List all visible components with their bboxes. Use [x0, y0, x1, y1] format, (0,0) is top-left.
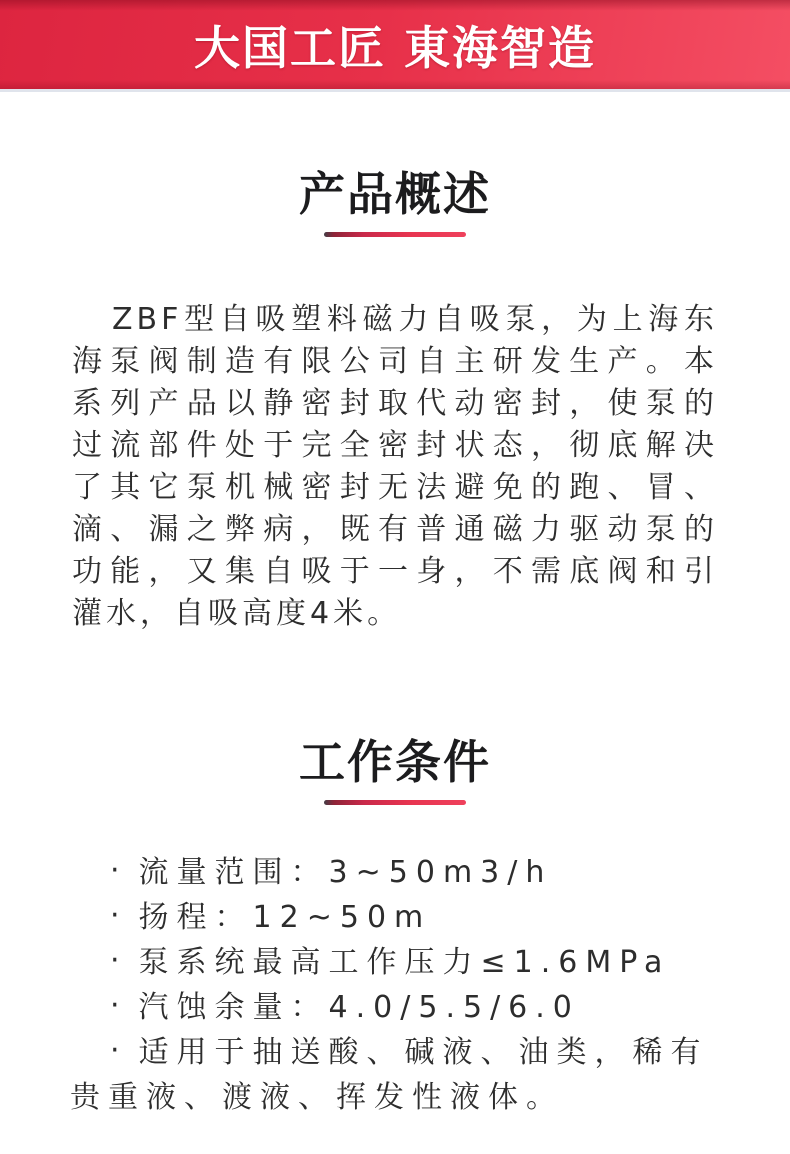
list-item: [70, 850, 715, 895]
paragraph-line: 功能，又集自吸于一身，不需底阀和引: [72, 554, 718, 590]
paragraph-line: 滴、漏之弊病，既有普通磁力驱动泵的: [72, 512, 718, 548]
list-item-text: 流量范围：3~50m3/h: [138, 855, 553, 891]
list-item: [70, 1030, 715, 1120]
list-item-text: 适用于抽送酸、碱液、油类，稀有贵重液、渡液、挥发性液体。: [70, 1035, 709, 1116]
list-item: [70, 895, 715, 940]
overview-heading-underline: [324, 232, 466, 237]
paragraph-line: 海泵阀制造有限公司自主研发生产。本: [72, 344, 718, 380]
overview-paragraph: [72, 299, 718, 635]
bullet-marker: ·: [110, 898, 128, 934]
bullet-marker: ·: [110, 988, 128, 1024]
overview-heading: 产品概述: [299, 167, 491, 221]
overview-section: [0, 167, 790, 635]
list-item-text: 泵系统最高工作压力≤1.6MPa: [138, 945, 671, 981]
list-item-text: 扬程：12~50m: [138, 900, 432, 936]
paragraph-line: 过流部件处于完全密封状态，彻底解决: [72, 428, 718, 464]
bullet-marker: ·: [110, 943, 128, 979]
conditions-section: [0, 735, 790, 1120]
banner-title: 大国工匠 東海智造: [193, 20, 596, 75]
bullet-marker: ·: [110, 1033, 128, 1069]
header-banner: [0, 0, 790, 89]
paragraph-line: 了其它泵机械密封无法避免的跑、冒、: [72, 470, 718, 506]
paragraph-line: 系列产品以静密封取代动密封，使泵的: [72, 386, 718, 422]
list-item-text: 汽蚀余量：4.0/5.5/6.0: [138, 990, 580, 1026]
bullet-marker: ·: [110, 853, 128, 889]
list-item: [70, 940, 715, 985]
paragraph-line: 灌水，自吸高度4米。: [72, 596, 402, 632]
conditions-list: [70, 850, 715, 1120]
list-item: [70, 985, 715, 1030]
conditions-heading: 工作条件: [299, 735, 491, 790]
conditions-heading-underline: [324, 800, 466, 805]
paragraph-line: ZBF型自吸塑料磁力自吸泵，为上海东: [112, 302, 718, 338]
